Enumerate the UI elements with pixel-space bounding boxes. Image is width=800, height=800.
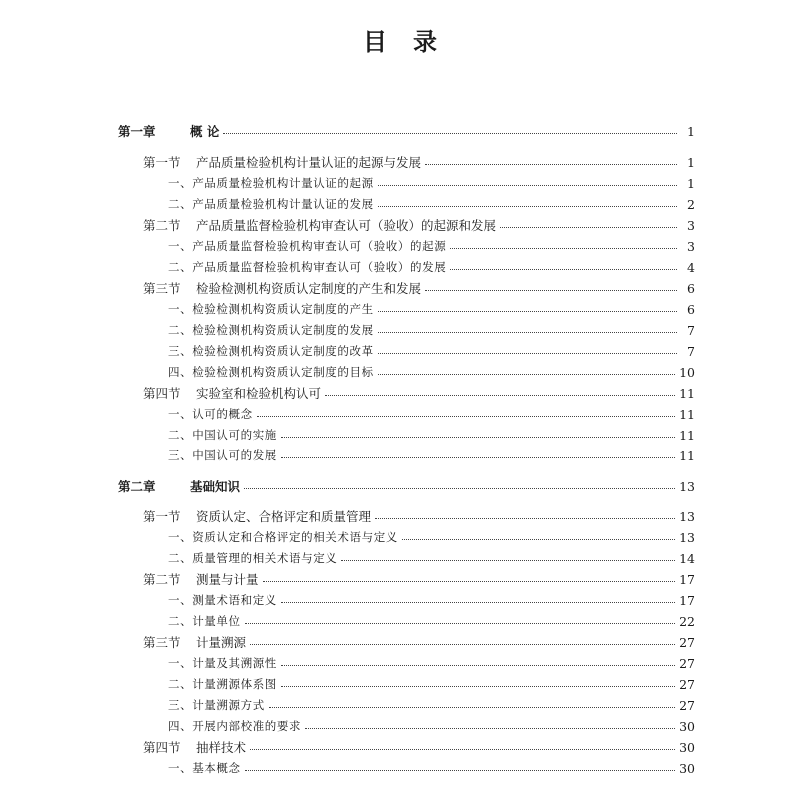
- toc-entry-label: [0, 364, 374, 380]
- toc-page-number: 27: [679, 676, 695, 692]
- toc-entry-title: 二、计量溯源体系图: [168, 677, 277, 691]
- toc-subsection-row: [0, 299, 800, 319]
- toc-subsection-row: [0, 758, 800, 778]
- toc-entry-number: 第一节: [143, 155, 181, 170]
- toc-page-number: 11: [679, 427, 695, 443]
- dot-leader: [450, 269, 677, 270]
- toc-entry-label: [0, 760, 241, 776]
- toc-entry-title: 三、检验检测机构资质认定制度的改革: [168, 344, 374, 358]
- toc-entry-label: [0, 196, 374, 212]
- dot-leader: [281, 602, 675, 603]
- toc-entry-title: 二、中国认可的实施: [168, 428, 277, 442]
- toc-entry-label: [0, 529, 398, 545]
- toc-entry-title: 测量与计量: [196, 572, 259, 587]
- toc-entry-title: 二、质量管理的相关术语与定义: [168, 551, 338, 565]
- toc-entry-label: [0, 153, 421, 171]
- toc-subsection-row: [0, 194, 800, 214]
- dot-leader: [281, 686, 675, 687]
- toc-page-number: 17: [679, 592, 695, 608]
- toc-subsection-row: [0, 611, 800, 631]
- toc-subsection-row: [0, 548, 800, 568]
- toc-page-number: 4: [687, 259, 695, 275]
- toc-entry-label: [0, 427, 277, 443]
- toc-subsection-row: [0, 695, 800, 715]
- dot-leader: [378, 374, 675, 375]
- toc-entry-number: 第二节: [143, 218, 181, 233]
- toc-entry-title: 检验检测机构资质认定制度的产生和发展: [196, 281, 422, 296]
- toc-entry-label: [0, 550, 337, 566]
- toc-entry-label: [0, 175, 374, 191]
- toc-entry-title: 四、检验检测机构资质认定制度的目标: [168, 365, 374, 379]
- toc-entry-title: 资质认定、合格评定和质量管理: [196, 509, 372, 524]
- toc-entry-title: 四、开展内部校准的要求: [168, 719, 302, 733]
- toc-entry-title: 一、计量及其溯源性: [168, 656, 277, 670]
- dot-leader: [305, 728, 675, 729]
- dot-leader: [245, 770, 675, 771]
- dot-leader: [250, 749, 675, 750]
- toc-entry-title: 产品质量检验机构计量认证的起源与发展: [196, 155, 422, 170]
- toc-entry-number: 第三节: [143, 635, 181, 650]
- dot-leader: [341, 560, 675, 561]
- toc-entry-label: [0, 343, 374, 359]
- dot-leader: [223, 133, 677, 134]
- toc-entry-label: [0, 697, 265, 713]
- toc-entry-label: [0, 655, 277, 671]
- toc-entry-title: 二、检验检测机构资质认定制度的发展: [168, 323, 374, 337]
- dot-leader: [257, 416, 675, 417]
- dot-leader: [325, 395, 675, 396]
- toc-entry-number: 第二节: [143, 572, 181, 587]
- dot-leader: [281, 437, 675, 438]
- toc-entry-label: [0, 718, 301, 734]
- toc-subsection-row: [0, 257, 800, 277]
- toc-subsection-row: [0, 404, 800, 424]
- toc-entry-label: [0, 477, 240, 495]
- toc-entry-title: 三、中国认可的发展: [168, 448, 277, 462]
- toc-entry-number: 第四节: [143, 386, 181, 401]
- toc-page-number: 1: [687, 154, 695, 170]
- dot-leader: [378, 185, 677, 186]
- dot-leader: [250, 644, 675, 645]
- toc-page-number: 7: [687, 343, 695, 359]
- dot-leader: [378, 311, 677, 312]
- toc-section-row: [0, 152, 800, 172]
- toc-section-row: [0, 215, 800, 235]
- toc-page-number: 27: [679, 655, 695, 671]
- toc-subsection-row: [0, 425, 800, 445]
- toc-entry-title: 一、认可的概念: [168, 407, 253, 421]
- toc-subsection-row: [0, 674, 800, 694]
- toc-subsection-row: [0, 590, 800, 610]
- toc-entry-label: [0, 570, 259, 588]
- dot-leader: [269, 707, 675, 708]
- toc-entry-label: [0, 122, 219, 140]
- toc-page-number: 27: [679, 697, 695, 713]
- toc-entry-title: 抽样技术: [196, 740, 247, 755]
- dot-leader: [378, 332, 677, 333]
- dot-leader: [500, 227, 677, 228]
- toc-section-row: [0, 737, 800, 757]
- toc-entry-title: 实验室和检验机构认可: [196, 386, 322, 401]
- toc-section-row: [0, 383, 800, 403]
- toc-subsection-row: [0, 716, 800, 736]
- toc-page-number: 10: [679, 364, 695, 380]
- toc-entry-number: 第二章: [118, 479, 156, 494]
- toc-subsection-row: [0, 527, 800, 547]
- dot-leader: [425, 290, 677, 291]
- toc-entry-label: [0, 613, 241, 629]
- dot-leader: [450, 248, 677, 249]
- toc-entry-label: [0, 633, 246, 651]
- toc-subsection-row: [0, 320, 800, 340]
- dot-leader: [378, 206, 677, 207]
- toc-page-number: 17: [679, 571, 695, 587]
- toc-subsection-row: [0, 362, 800, 382]
- dot-leader: [281, 457, 675, 458]
- toc-page-number: 14: [679, 550, 695, 566]
- toc-entry-label: [0, 279, 421, 297]
- toc-entry-label: [0, 238, 446, 254]
- toc-entry-title: 二、产品质量监督检验机构审查认可（验收）的发展: [168, 260, 447, 274]
- toc-entry-label: [0, 507, 371, 525]
- toc-entry-label: [0, 592, 277, 608]
- toc-page-number: 11: [679, 406, 695, 422]
- dot-leader: [244, 488, 675, 489]
- toc-page-number: 3: [687, 238, 695, 254]
- toc-section-row: [0, 632, 800, 652]
- toc-entry-number: 第一节: [143, 509, 181, 524]
- dot-leader: [281, 665, 675, 666]
- dot-leader: [375, 518, 675, 519]
- toc-chapter-row: [0, 121, 800, 141]
- toc-section-row: [0, 506, 800, 526]
- toc-chapter-row: [0, 476, 800, 496]
- toc-entry-label: [0, 259, 446, 275]
- toc-entry-title: 一、产品质量检验机构计量认证的起源: [168, 176, 374, 190]
- toc-page-number: 11: [679, 385, 695, 401]
- page-title: 目录: [363, 27, 463, 56]
- toc-page-number: 13: [679, 508, 695, 524]
- toc-page-number: 6: [687, 280, 695, 296]
- toc-entry-title: 一、产品质量监督检验机构审查认可（验收）的起源: [168, 239, 447, 253]
- toc-page-number: 27: [679, 634, 695, 650]
- toc-entry-number: 第一章: [118, 124, 156, 139]
- toc-page-number: 6: [687, 301, 695, 317]
- toc-entry-label: [0, 738, 246, 756]
- toc-entry-label: [0, 322, 374, 338]
- toc-subsection-row: [0, 236, 800, 256]
- toc-subsection-row: [0, 653, 800, 673]
- toc-entry-title: 产品质量监督检验机构审查认可（验收）的起源和发展: [196, 218, 497, 233]
- toc-entry-title: 二、计量单位: [168, 614, 241, 628]
- toc-page-number: 30: [679, 760, 695, 776]
- toc-entry-label: [0, 301, 374, 317]
- toc-entry-title: 计量溯源: [196, 635, 247, 650]
- toc-entry-title: 一、测量术语和定义: [168, 593, 277, 607]
- toc-subsection-row: [0, 173, 800, 193]
- toc-page-number: 2: [687, 196, 695, 212]
- toc-subsection-row: [0, 341, 800, 361]
- toc-page-number: 1: [687, 123, 695, 139]
- toc-entry-number: 第四节: [143, 740, 181, 755]
- toc-page-number: 13: [679, 529, 695, 545]
- toc-entry-label: [0, 384, 321, 402]
- dot-leader: [245, 623, 675, 624]
- toc-entry-title: 一、资质认定和合格评定的相关术语与定义: [168, 530, 398, 544]
- toc-page-number: 3: [687, 217, 695, 233]
- toc-section-row: [0, 569, 800, 589]
- dot-leader: [425, 164, 677, 165]
- toc-entry-label: [0, 447, 277, 463]
- toc-subsection-row: [0, 445, 800, 465]
- toc-entry-title: 概 论: [190, 124, 220, 139]
- toc-entry-label: [0, 216, 496, 234]
- toc-entry-number: 第三节: [143, 281, 181, 296]
- toc-page-number: 1: [687, 175, 695, 191]
- toc-page-number: 11: [679, 447, 695, 463]
- toc-page-number: 22: [679, 613, 695, 629]
- toc-entry-title: 一、基本概念: [168, 761, 241, 775]
- toc-page-number: 30: [679, 718, 695, 734]
- toc-section-row: [0, 278, 800, 298]
- toc-entry-title: 基础知识: [190, 479, 241, 494]
- dot-leader: [402, 539, 675, 540]
- toc-page-number: 7: [687, 322, 695, 338]
- toc-entry-label: [0, 676, 277, 692]
- dot-leader: [263, 581, 676, 582]
- toc-page-number: 30: [679, 739, 695, 755]
- toc-page-number: 13: [679, 478, 695, 494]
- toc-entry-label: [0, 406, 253, 422]
- toc-entry-title: 三、计量溯源方式: [168, 698, 265, 712]
- toc-entry-title: 一、检验检测机构资质认定制度的产生: [168, 302, 374, 316]
- toc-entry-title: 二、产品质量检验机构计量认证的发展: [168, 197, 374, 211]
- dot-leader: [378, 353, 677, 354]
